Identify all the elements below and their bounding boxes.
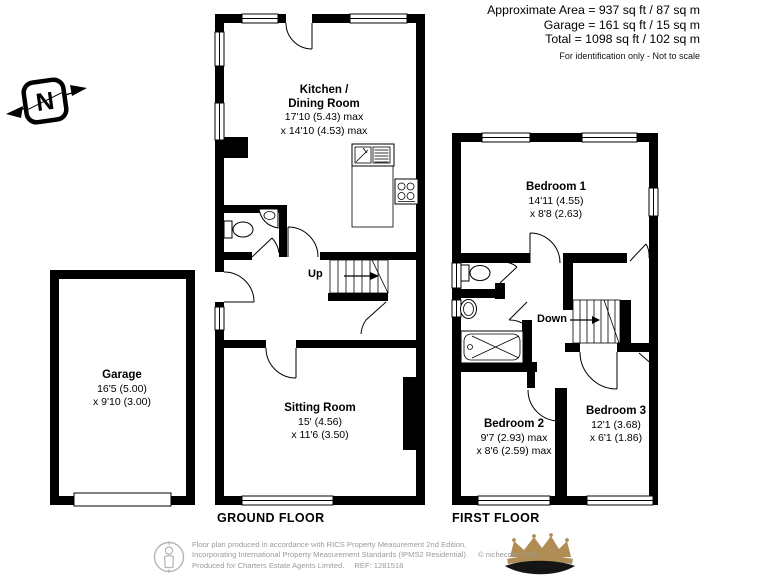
hob-icon	[395, 179, 418, 204]
down-arrow-icon	[592, 316, 600, 324]
stairs-down	[570, 300, 620, 343]
total-area-line: Total = 1098 sq ft / 102 sq m	[545, 32, 700, 46]
approximate-area-line: Approximate Area = 937 sq ft / 87 sq m	[487, 3, 700, 17]
counter-icon	[352, 165, 393, 227]
garage-door	[74, 493, 171, 506]
first-floor-title: FIRST FLOOR	[452, 511, 540, 525]
person-measure-icon	[155, 541, 184, 573]
north-compass	[6, 78, 87, 123]
kitchen-fixtures	[352, 144, 418, 227]
stairs-up-label: Up	[308, 268, 323, 280]
garage-label: Garage 16'5 (5.00) x 9'10 (3.00)	[92, 369, 152, 408]
wc-door	[252, 238, 279, 257]
sitting-room-label: Sitting Room 15' (4.56) x 11'6 (3.50)	[284, 402, 356, 441]
compass-n: N	[34, 86, 57, 118]
ground-floor-title: GROUND FLOOR	[217, 511, 325, 525]
ground-doors	[224, 23, 386, 378]
disclaimer-line2: Incorporating International Property Measurement Standards (IPMS2 Residential).	[192, 550, 469, 560]
toilet-icon	[224, 221, 253, 238]
understairs-door	[361, 302, 386, 334]
bedroom3-door	[580, 352, 617, 389]
sink-icon	[352, 144, 394, 166]
disclaimer-line1: Floor plan produced in accordance with RICS Property Measurement 2nd Edition,	[192, 540, 467, 549]
kitchen-hall-door	[288, 227, 318, 257]
garage-area-line: Garage = 161 sq ft / 15 sq m	[543, 17, 700, 32]
wc-door	[500, 262, 517, 283]
stairs-down-label: Down	[537, 313, 567, 325]
kitchen-label: Kitchen / Dining Room 17'10 (5.43) max x 14'10 (4.53) max	[280, 84, 368, 137]
basin-icon	[461, 300, 477, 319]
area-summary	[487, 3, 700, 63]
disclaimer-line3: Produced for Charters Estate Agents Limited.	[192, 560, 345, 570]
reference-number: REF: 1281518	[354, 560, 404, 570]
disclaimer	[192, 540, 539, 571]
identification-note: For identification only - Not to scale	[559, 50, 700, 61]
bedroom3-label: Bedroom 3 12'1 (3.68) x 6'1 (1.86)	[585, 405, 647, 444]
bedroom1-label: Bedroom 1 14'11 (4.55) x 8'8 (2.63)	[525, 181, 587, 220]
sitting-room-door	[266, 348, 296, 378]
front-door	[224, 272, 254, 302]
compass-tail-icon	[6, 106, 23, 118]
bath-icon	[461, 331, 523, 363]
compass-head-icon	[70, 85, 87, 96]
copyright: © nichecom 2025.	[478, 550, 540, 560]
toilet-icon	[461, 265, 490, 281]
bedroom1-cupboard-door	[630, 244, 649, 261]
bedroom2-label: Bedroom 2 9'7 (2.93) max x 8'6 (2.59) max	[476, 418, 552, 457]
bedroom1-door	[530, 233, 560, 263]
corner-basin-icon	[259, 209, 278, 228]
kitchen-back-door	[286, 23, 312, 49]
stairs-up	[330, 260, 388, 293]
